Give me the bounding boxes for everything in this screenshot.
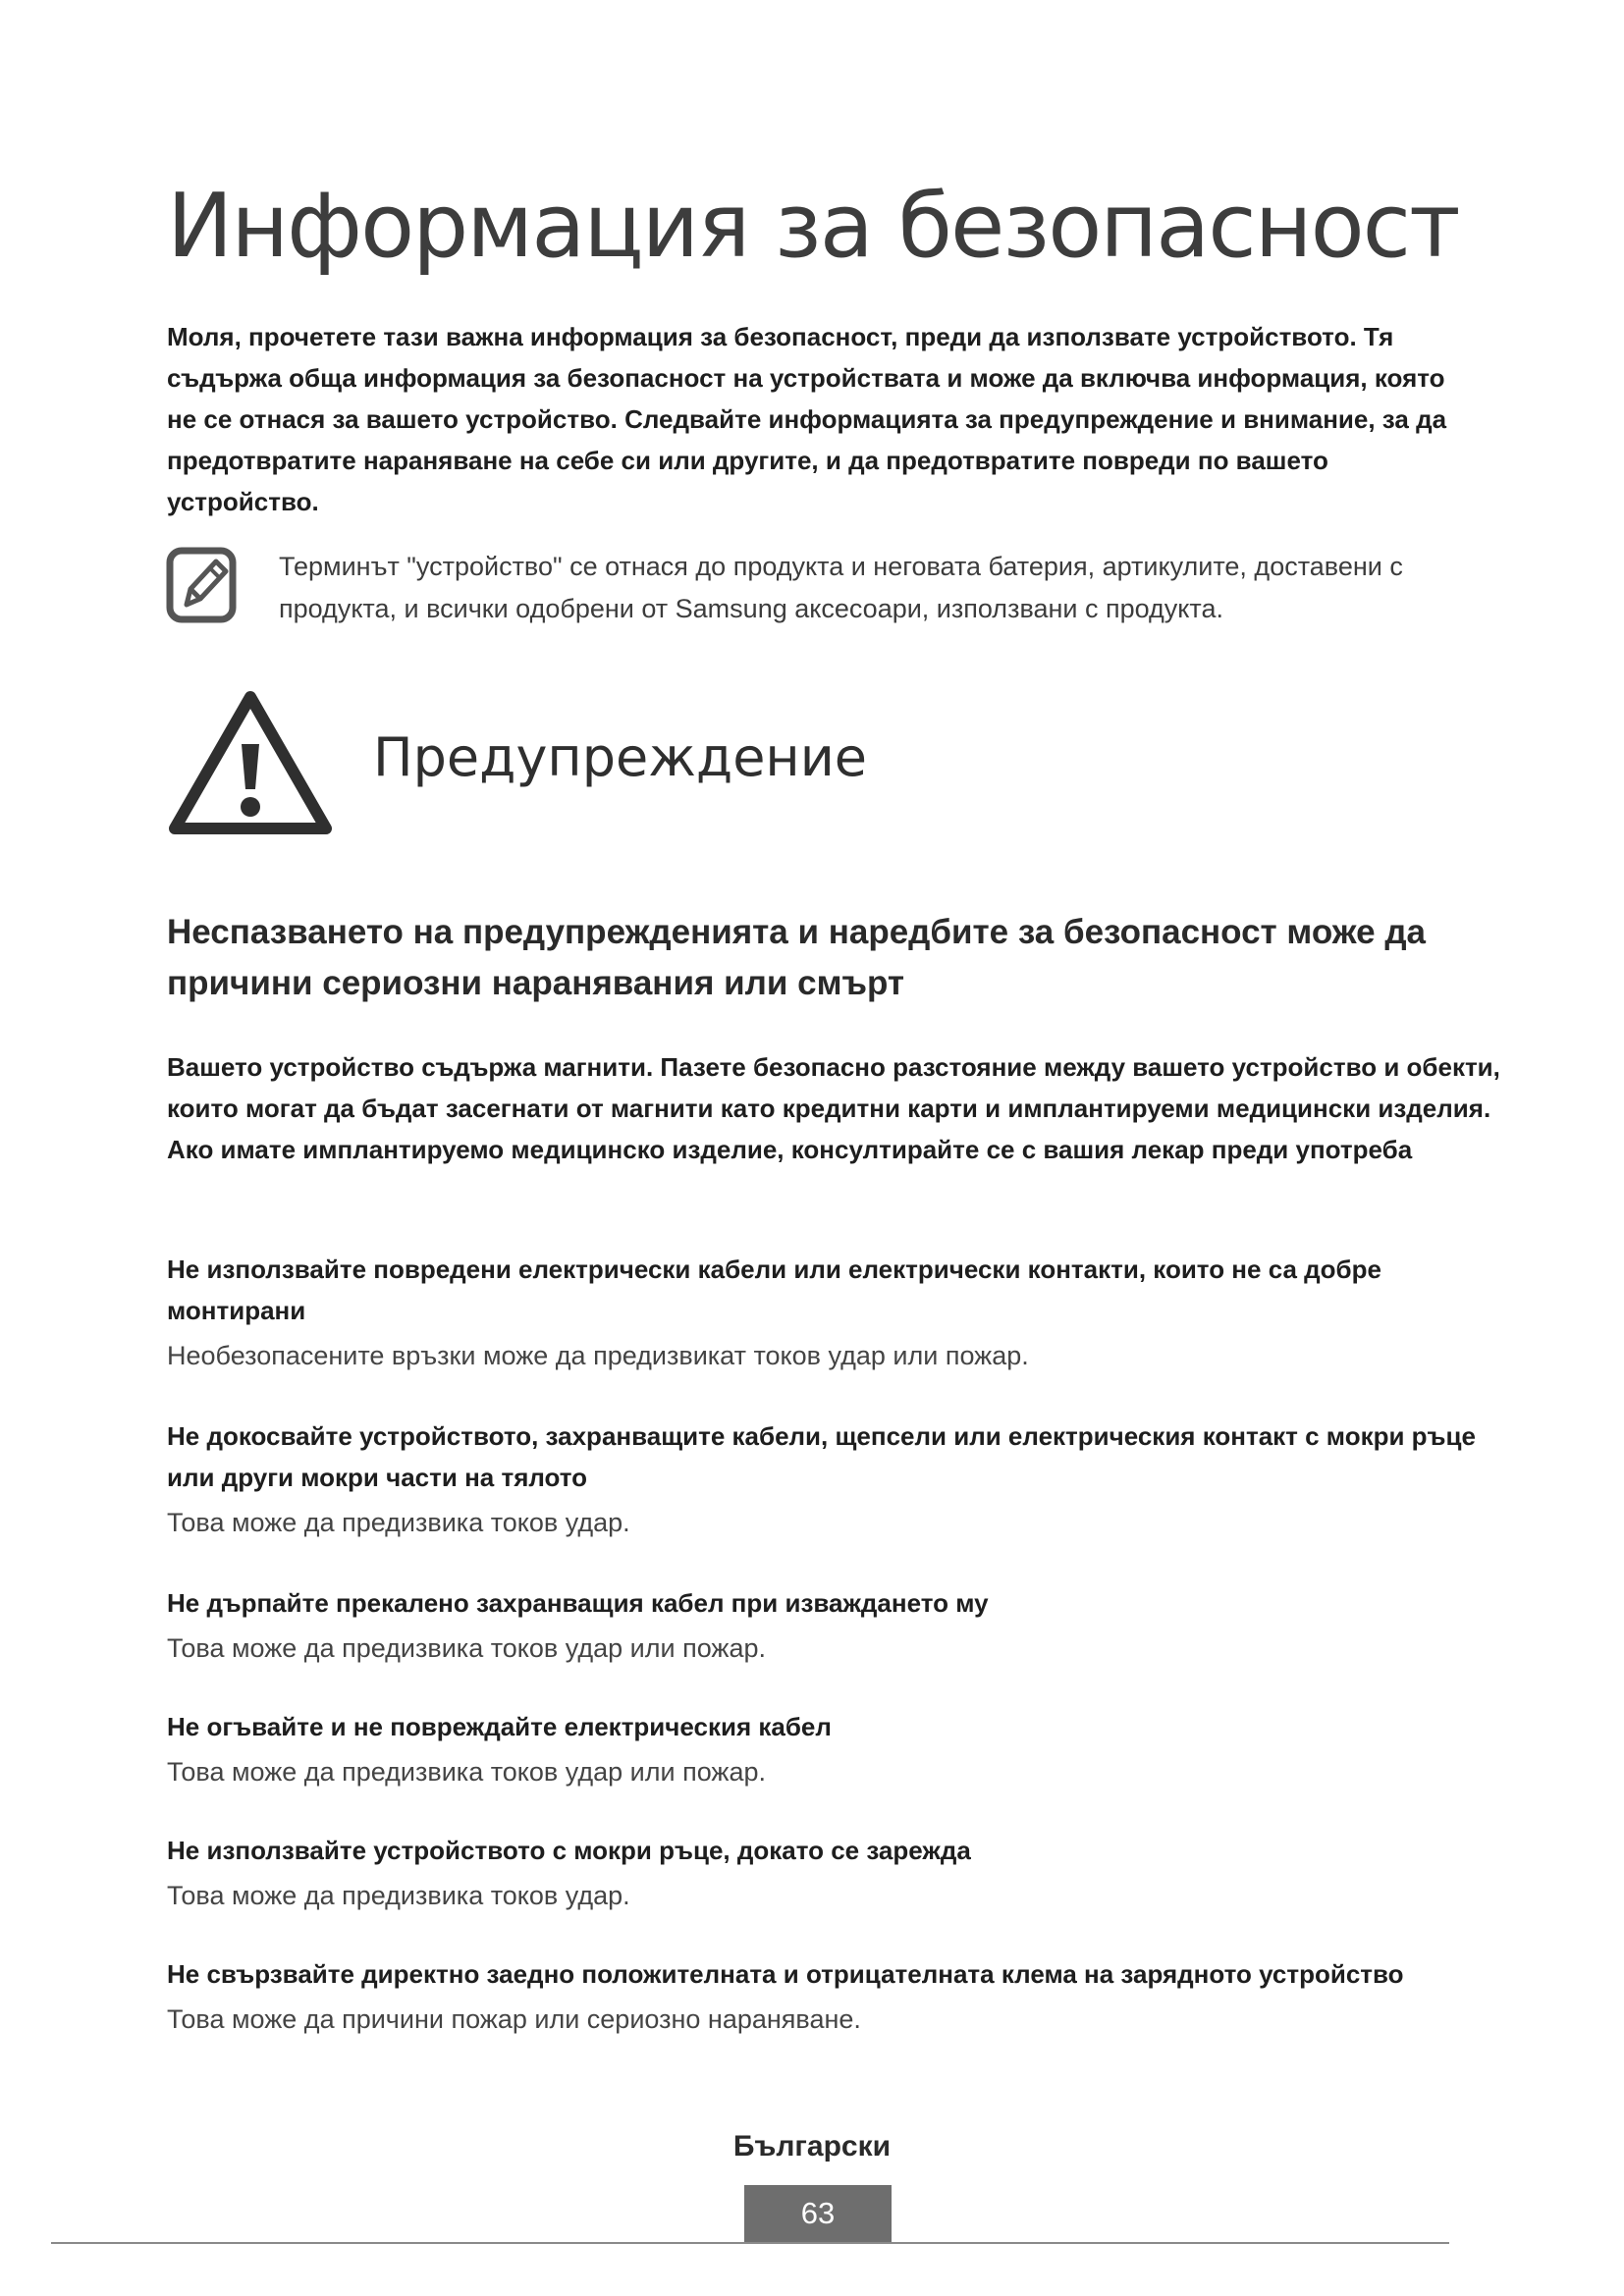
warning-item-description: Необезопасените връзки може да предизвикат токов удар или пожар.: [167, 1341, 1029, 1370]
page-number: 63: [744, 2185, 892, 2242]
warning-subheading: Неспазването на предупрежденията и наредбите за безопасност може да причини сериозни наранявания или смърт: [167, 913, 1426, 1002]
intro-paragraph: Моля, прочетете тази важна информация за безопасност, преди да използвате устройството. Тя съдържа обща информация за безопасност на устройствата и може да включва информация, която не се отнася за вашето устройство. Следвайте информацията за предупреждение и внимание, за да предотвратите нараняване на себе си или другите, и да предотвратите повреди по вашето устройство.: [167, 322, 1447, 516]
warning-item: [167, 1953, 1502, 2040]
warning-item-description: Това може да предизвика токов удар.: [167, 1881, 630, 1910]
warning-item-title: Не използвайте устройството с мокри ръце, докато се зарежда: [167, 1836, 971, 1865]
warning-item-title: Не докосвайте устройството, захранващите кабели, щепсели или електрическия контакт с мокри ръце или други мокри части на тялото: [167, 1421, 1476, 1492]
warning-item-title: Не свързвайте директно заедно положителната и отрицателната клема на зарядното устройство: [167, 1959, 1404, 1989]
warning-item: [167, 1582, 1502, 1669]
warning-item-description: Това може да предизвика токов удар или пожар.: [167, 1757, 767, 1787]
warning-item: [167, 1706, 1502, 1792]
footer-divider: [51, 2242, 1449, 2244]
page-title: Информация за безопасност: [167, 175, 1459, 278]
note-pencil-icon: [165, 546, 242, 626]
warning-item-title: Не дърпайте прекалено захранващия кабел при изваждането му: [167, 1588, 989, 1618]
warning-item-description: Това може да предизвика токов удар или пожар.: [167, 1633, 767, 1663]
note-text: Терминът "устройство" се отнася до продукта и неговата батерия, артикулите, доставени с продукта, и всички одобрени от Samsung аксесоари, използвани с продукта.: [279, 552, 1403, 623]
warning-item-description: Това може да причини пожар или сериозно нараняване.: [167, 2004, 861, 2034]
warning-item-title: Не използвайте повредени електрически кабели или електрически контакти, които не са добре монтирани: [167, 1255, 1381, 1325]
warning-item: [167, 1830, 1502, 1916]
footer-language: Български: [732, 2130, 892, 2163]
warning-item-description: Това може да предизвика токов удар.: [167, 1508, 630, 1537]
warning-title: Предупреждение: [373, 726, 868, 788]
warning-triangle-icon: [167, 687, 334, 836]
warning-item: [167, 1249, 1502, 1376]
warning-item: [167, 1415, 1502, 1543]
warning-item-title: Не огъвайте и не повреждайте електрическия кабел: [167, 1712, 832, 1741]
magnets-paragraph: Вашето устройство съдържа магнити. Пазете безопасно разстояние между вашето устройство и обекти, които могат да бъдат засегнати от магнити като кредитни карти и имплантируеми медицински изделия. Ако имате имплантируемо медицинско изделие, консултирайте се с вашия лекар преди употреба: [167, 1052, 1500, 1164]
